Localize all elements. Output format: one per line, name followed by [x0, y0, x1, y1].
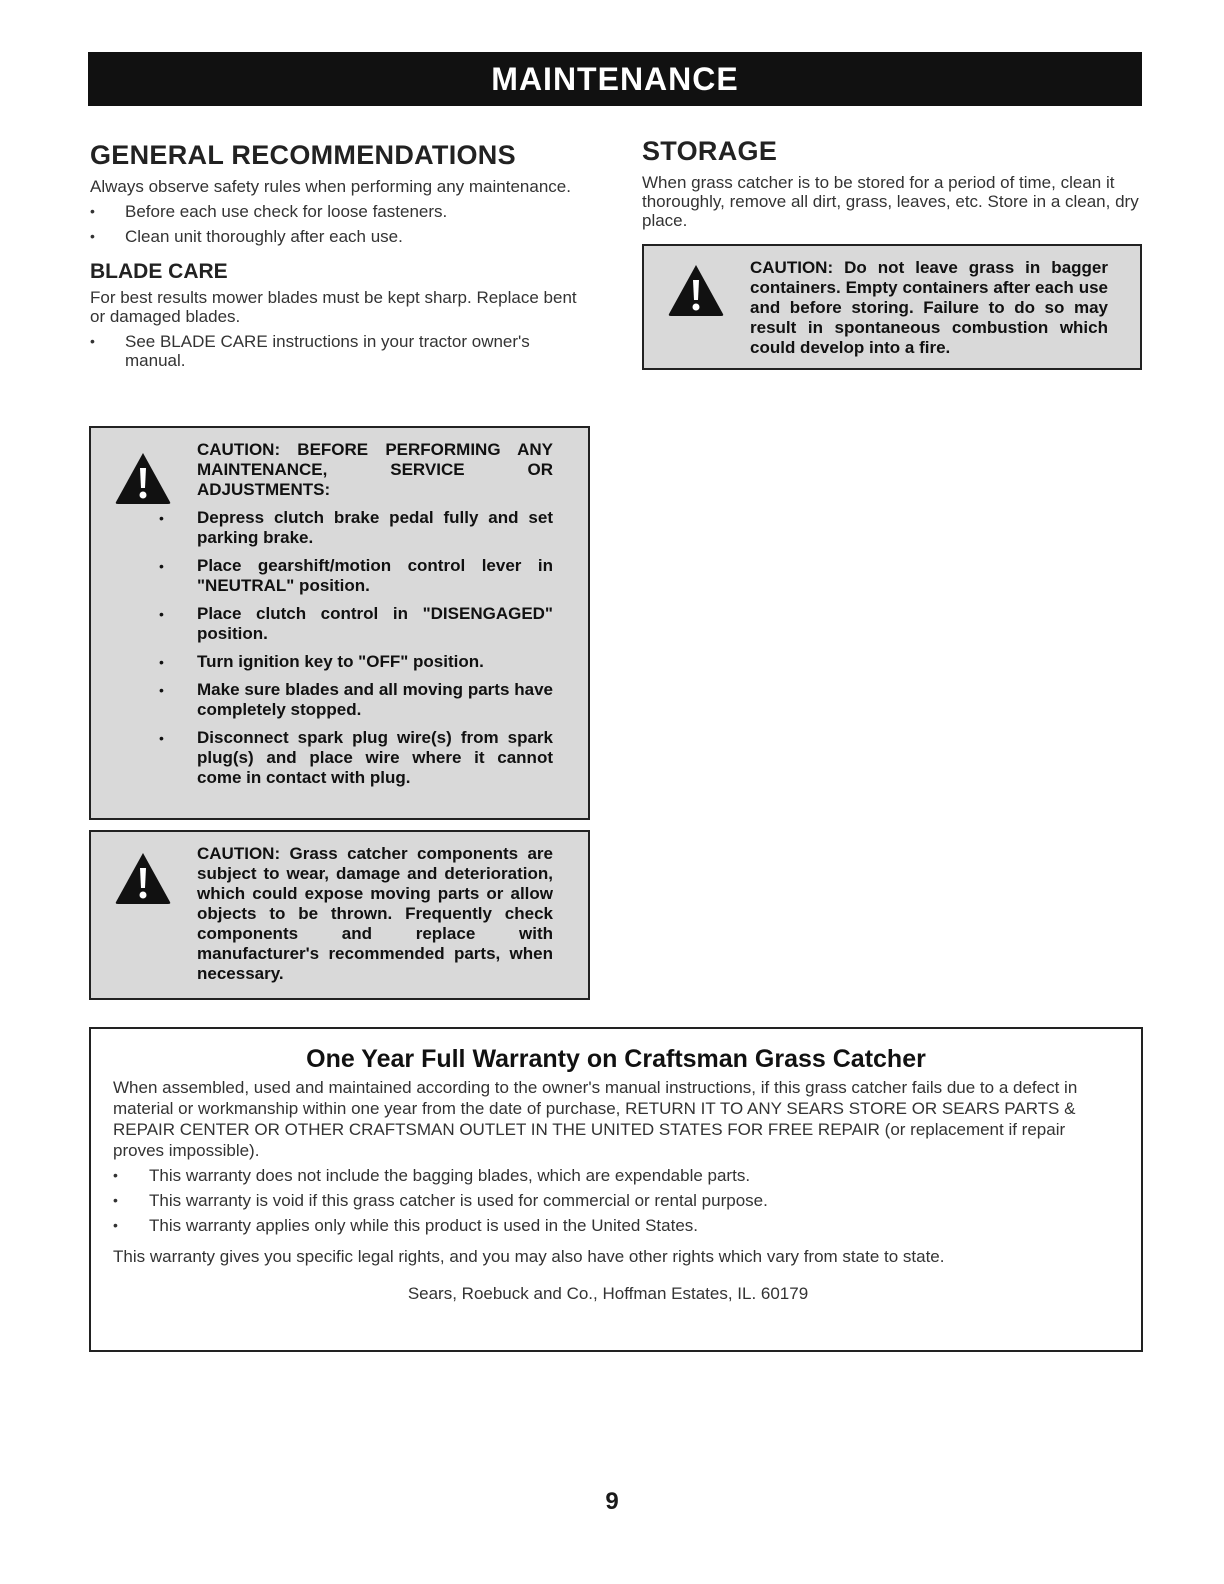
- caution-maintenance-heading: CAUTION: BEFORE PERFORMING ANY MAINTENANCE, SERVICE OR ADJUSTMENTS:: [197, 440, 553, 499]
- right-column: [642, 136, 1142, 236]
- warranty-paragraph: When assembled, used and maintained according to the owner's manual instructions, if this grass catcher fails due to a defect in material or workmanship within one year from the date of purchase, RETURN IT TO ANY SEARS STORE OR SEARS PARTS & REPAIR CENTER OR OTHER CRAFTSMAN OUTLET IN THE UNITED STATES FOR FREE REPAIR (or replacement if repair proves impossible).: [113, 1078, 1078, 1160]
- caution-storage-box: [642, 244, 1142, 370]
- list-item: • This warranty is void if this grass catcher is used for commercial or rental purpose.: [113, 1190, 1103, 1211]
- warranty-title: One Year Full Warranty on Craftsman Grass Catcher: [306, 1045, 926, 1073]
- warranty-rights: This warranty gives you specific legal rights, and you may also have other rights which vary from state to state.: [113, 1247, 945, 1266]
- general-heading: GENERAL RECOMMENDATIONS: [90, 140, 516, 170]
- blade-care-intro: For best results mower blades must be kept sharp. Replace bent or damaged blades.: [90, 288, 577, 326]
- list-item: • Turn ignition key to "OFF" position.: [159, 652, 553, 672]
- left-column: [90, 140, 590, 376]
- storage-body: When grass catcher is to be stored for a period of time, clean it thoroughly, remove all dirt, grass, leaves, etc. Store in a clean, dry place.: [642, 173, 1139, 230]
- blade-care-bullets: [90, 332, 590, 370]
- caution-components-text: CAUTION: Grass catcher components are subject to wear, damage and deterioration, which could expose moving parts or allow objects to be thrown. Frequently check components and replace with manufacturer's recommended parts, when necessary.: [197, 844, 553, 983]
- warranty-bullets: [113, 1165, 1103, 1236]
- warning-triangle-icon: [666, 262, 726, 318]
- list-item: • Place clutch control in "DISENGAGED" position.: [159, 604, 553, 644]
- page-number: 9: [605, 1488, 619, 1515]
- general-bullets: [90, 202, 590, 246]
- storage-heading: STORAGE: [642, 136, 778, 166]
- list-item: • Depress clutch brake pedal fully and set parking brake.: [159, 508, 553, 548]
- warning-triangle-icon: [113, 450, 173, 506]
- general-intro: Always observe safety rules when performing any maintenance.: [90, 177, 571, 196]
- caution-storage-text: CAUTION: Do not leave grass in bagger containers. Empty containers after each use and before storing. Failure to do so may result in spontaneous combustion which could develop into a fire.: [750, 258, 1108, 357]
- list-item: • This warranty applies only while this product is used in the United States.: [113, 1215, 1103, 1236]
- caution-components-box: [89, 830, 590, 1000]
- caution-maintenance-text: [197, 440, 553, 788]
- list-item: • Disconnect spark plug wire(s) from spark plug(s) and place wire where it cannot come in contact with plug.: [159, 728, 553, 788]
- warning-triangle-icon: [113, 850, 173, 906]
- warranty-box: [89, 1027, 1143, 1352]
- list-item: • Before each use check for loose fasteners.: [90, 202, 590, 221]
- list-item: • Place gearshift/motion control lever in "NEUTRAL" position.: [159, 556, 553, 596]
- warranty-address: Sears, Roebuck and Co., Hoffman Estates, IL. 60179: [407, 1284, 809, 1303]
- blade-care-heading: BLADE CARE: [90, 260, 228, 283]
- list-item: • Clean unit thoroughly after each use.: [90, 227, 590, 246]
- warranty-body: [113, 1077, 1103, 1304]
- maintenance-banner: [88, 52, 1142, 106]
- list-item: • This warranty does not include the bagging blades, which are expendable parts.: [113, 1165, 1103, 1186]
- caution-maintenance-box: [89, 426, 590, 820]
- list-item: • See BLADE CARE instructions in your tractor owner's manual.: [90, 332, 590, 370]
- caution-maintenance-bullets: [159, 508, 553, 788]
- banner-title: MAINTENANCE: [491, 60, 739, 97]
- list-item: • Make sure blades and all moving parts have completely stopped.: [159, 680, 553, 720]
